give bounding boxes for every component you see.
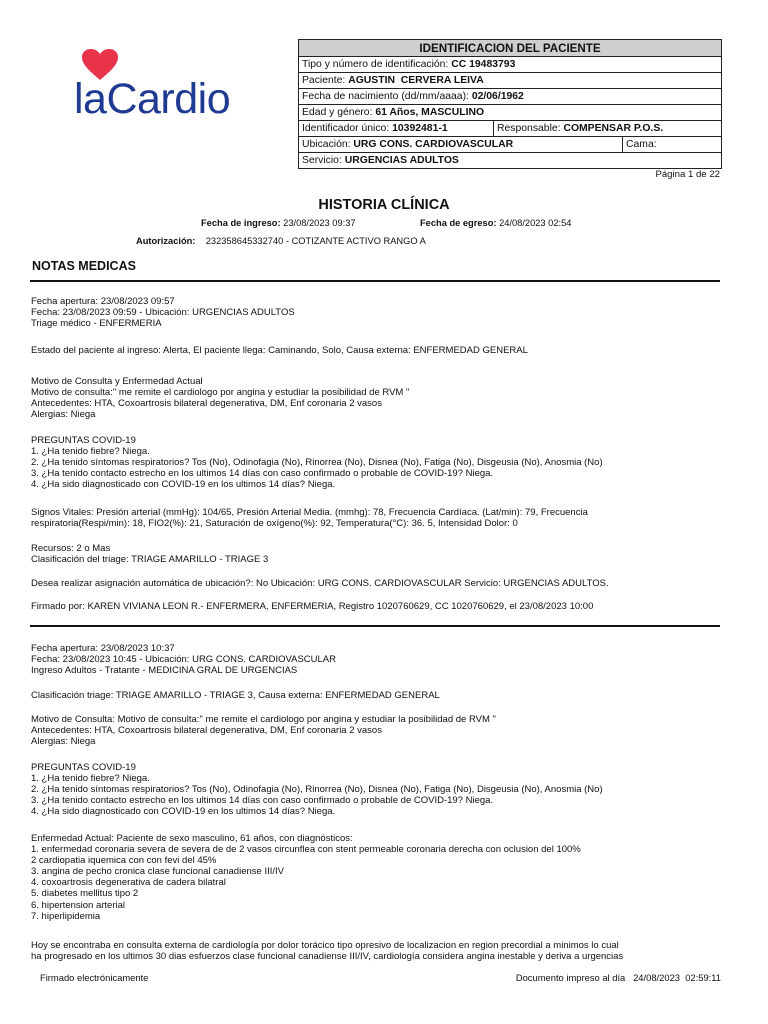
discharge-label: Fecha de egreso: [420,218,497,228]
authorization-label: Autorización: [136,236,196,246]
note-line: Desea realizar asignación automática de ubicación?: No Ubicación: URG CONS. CARDIOVASCULAR Servicio: URGENCIAS ADULTOS. [31,578,609,589]
note-line: 2 cardiopatia iquemica con con fevi del 45% [31,855,217,867]
note-line: Signos Vitales: Presión arterial (mmHg): 104/65, Presión Arterial Media. (mmhg): 78, Frecuencia Cardíaca. (Lat/min): 79, Frecuencia [31,507,588,518]
bed-label: Cama: [626,139,657,150]
note-line: 4. ¿Ha sido diagnosticado con COVID-19 en los ultimos 14 días? Niega. [31,479,336,491]
note-line: Motivo de consulta:" me remite el cardiologo por angina y estudiar la posibilidad de RVM " [31,387,410,399]
note-2-narrative [31,940,731,962]
note-line: 1. ¿Ha tenido fiebre? Niega. [31,773,150,785]
note-line: Fecha apertura: 23/08/2023 10:37 [31,643,175,654]
section-title: NOTAS MEDICAS [32,259,136,273]
service-value: URGENCIAS ADULTOS [344,155,459,166]
note-1-header [31,296,731,329]
age-value: 61 Años, MASCULINO [375,107,485,118]
admission-value: 23/08/2023 09:37 [283,218,356,228]
note-divider [30,625,720,627]
note-line: Antecedentes: HTA, Coxoartrosis bilateral degenerativa, DM, Enf coronaria 2 vasos [31,398,382,410]
note-1-triage [31,543,731,565]
note-line: Fecha: 23/08/2023 10:45 - Ubicación: URG CONS. CARDIOVASCULAR [31,654,337,666]
admission-date [201,218,356,228]
note-2-covid [31,762,731,817]
note-line: 3. ¿Ha tenido contacto estrecho en los ultimos 14 días con caso confirmado o probable de COVID-19? Niega. [31,468,494,480]
note-1-location [31,578,731,589]
note-line: 1. ¿Ha tenido fiebre? Niega. [31,446,150,458]
bed-cell [623,137,722,153]
note-line: Enfermedad Actual: Paciente de sexo masculino, 61 años, con diagnósticos: [31,833,353,844]
note-1-reason [31,376,731,420]
footer-signed: Firmado electrónicamente [40,972,149,983]
patient-id-header: IDENTIFICACION DEL PACIENTE [299,40,722,57]
id-row [299,57,722,73]
page-number: Página 1 de 22 [655,169,720,180]
resp-cell [494,121,722,137]
name-value: AGUSTIN CERVERA LEIVA [348,75,484,86]
authorization-value: 232358645332740 - COTIZANTE ACTIVO RANGO A [205,236,426,246]
note-line: 3. ¿Ha tenido contacto estrecho en los ultimos 14 días con caso confirmado o probable de COVID-19? Niega. [31,795,494,807]
note-line: Fecha: 23/08/2023 09:59 - Ubicación: URGENCIAS ADULTOS [31,307,295,319]
note-line: 3. angina de pecho cronica clase funcional canadiense III/IV [31,866,284,878]
discharge-value: 24/08/2023 02:54 [499,218,572,228]
note-line: Ingreso Adultos - Tratante - MEDICINA GRAL DE URGENCIAS [31,665,298,677]
note-line: Motivo de Consulta: Motivo de consulta:" me remite el cardiologo por angina y estudiar la posibilidad de RVM " [31,714,496,725]
note-1-status [31,345,731,356]
dob-value: 02/06/1962 [471,91,524,102]
location-cell [299,137,623,153]
resp-label: Responsable: [497,123,561,134]
location-label: Ubicación: [302,139,351,150]
note-line: Antecedentes: HTA, Coxoartrosis bilateral degenerativa, DM, Enf coronaria 2 vasos [31,725,382,737]
note-line: 2. ¿Ha tenido síntomas respiratorios? Tos (No), Odinofagia (No), Rinorrea (No), Disnea (No), Fatiga (No), Disgeusia (No), Anosmia (No) [31,457,603,469]
name-label: Paciente: [302,75,346,86]
resp-value: COMPENSAR P.O.S. [563,123,664,134]
authorization [136,236,426,246]
note-line: PREGUNTAS COVID-19 [31,435,136,446]
note-line: Triage médico - ENFERMERIA [31,318,162,330]
note-2-triage [31,690,731,701]
location-value: URG CONS. CARDIOVASCULAR [353,139,514,150]
dob-label: Fecha de nacimiento (dd/mm/aaaa): [302,91,469,102]
note-2-current-illness [31,833,731,922]
note-line: respiratoria(Respi/min): 18, FIO2(%): 21, Saturación de oxígeno(%): 92, Temperatura(°C): 36. 5, Intensidad Dolor: 0 [31,518,518,530]
id-value: CC 19483793 [451,59,516,70]
uid-cell [299,121,494,137]
note-line: 2. ¿Ha tenido síntomas respiratorios? Tos (No), Odinofagia (No), Rinorrea (No), Disnea (No), Fatiga (No), Disgeusia (No), Anosmia (No) [31,784,603,796]
note-line: Estado del paciente al ingreso: Alerta, El paciente llega: Caminando, Solo, Causa externa: ENFERMEDAD GENERAL [31,345,528,356]
note-line: Firmado por: KAREN VIVIANA LEON R.- ENFERMERA, ENFERMERIA, Registro 1020760629, CC 1020760629, el 23/08/2023 10:00 [31,601,594,612]
note-line: 7. hiperlipidemia [31,910,101,922]
note-line: 5. diabetes mellitus tipo 2 [31,888,139,900]
note-line: Motivo de Consulta y Enfermedad Actual [31,376,203,387]
note-2-reason [31,714,731,747]
admission-label: Fecha de ingreso: [201,218,281,228]
section-divider [30,280,720,282]
note-line: Clasificación del triage: TRIAGE AMARILLO - TRIAGE 3 [31,554,269,566]
note-line: Clasificación triage: TRIAGE AMARILLO - TRIAGE 3, Causa externa: ENFERMEDAD GENERAL [31,690,440,701]
note-line: 4. ¿Ha sido diagnosticado con COVID-19 en los ultimos 14 días? Niega. [31,806,336,818]
note-line: ha progresado en los ultimos 30 dias esfuerzos clase funcional canadiense III/IV, cardiología considera angina inestable y deriva a urgencias [31,951,624,963]
note-1-signature [31,601,731,612]
note-line: Recursos: 2 o Mas [31,543,111,554]
discharge-date [420,218,571,228]
note-line: 4. coxoartrosis degenerativa de cadera bilatral [31,877,226,889]
age-row [299,105,722,121]
footer-printed: Documento impreso al día 24/08/2023 02:59:11 [515,972,721,983]
uid-value: 10392481-1 [392,123,448,134]
note-1-covid [31,435,731,490]
note-line: PREGUNTAS COVID-19 [31,762,136,773]
note-line: 6. hipertension arterial [31,899,125,911]
document-title: HISTORIA CLÍNICA [318,197,450,213]
note-2-header [31,643,731,676]
service-row [299,153,722,169]
note-line: 1. enfermedad coronaria severa de severa de de 2 vasos circunflea con stent permeable coronaria derecha con oclusion del 100% [31,844,581,856]
uid-label: Identificador único: [302,123,390,134]
service-label: Servicio: [302,155,342,166]
note-line: Fecha apertura: 23/08/2023 09:57 [31,296,175,307]
patient-identification-table [298,39,722,169]
name-row [299,73,722,89]
note-line: Alergias: Niega [31,409,96,421]
logo-text: laCardio [74,75,231,123]
id-label: Tipo y número de identificación: [302,59,449,70]
note-1-vitals [31,507,731,529]
lacardio-logo [74,48,254,128]
age-label: Edad y género: [302,107,373,118]
note-line: Hoy se encontraba en consulta externa de cardiología por dolor torácico tipo opresivo de localizacion en region precordial a minimos lo cual [31,940,619,951]
note-line: Alergias: Niega [31,736,96,748]
dob-row [299,89,722,105]
